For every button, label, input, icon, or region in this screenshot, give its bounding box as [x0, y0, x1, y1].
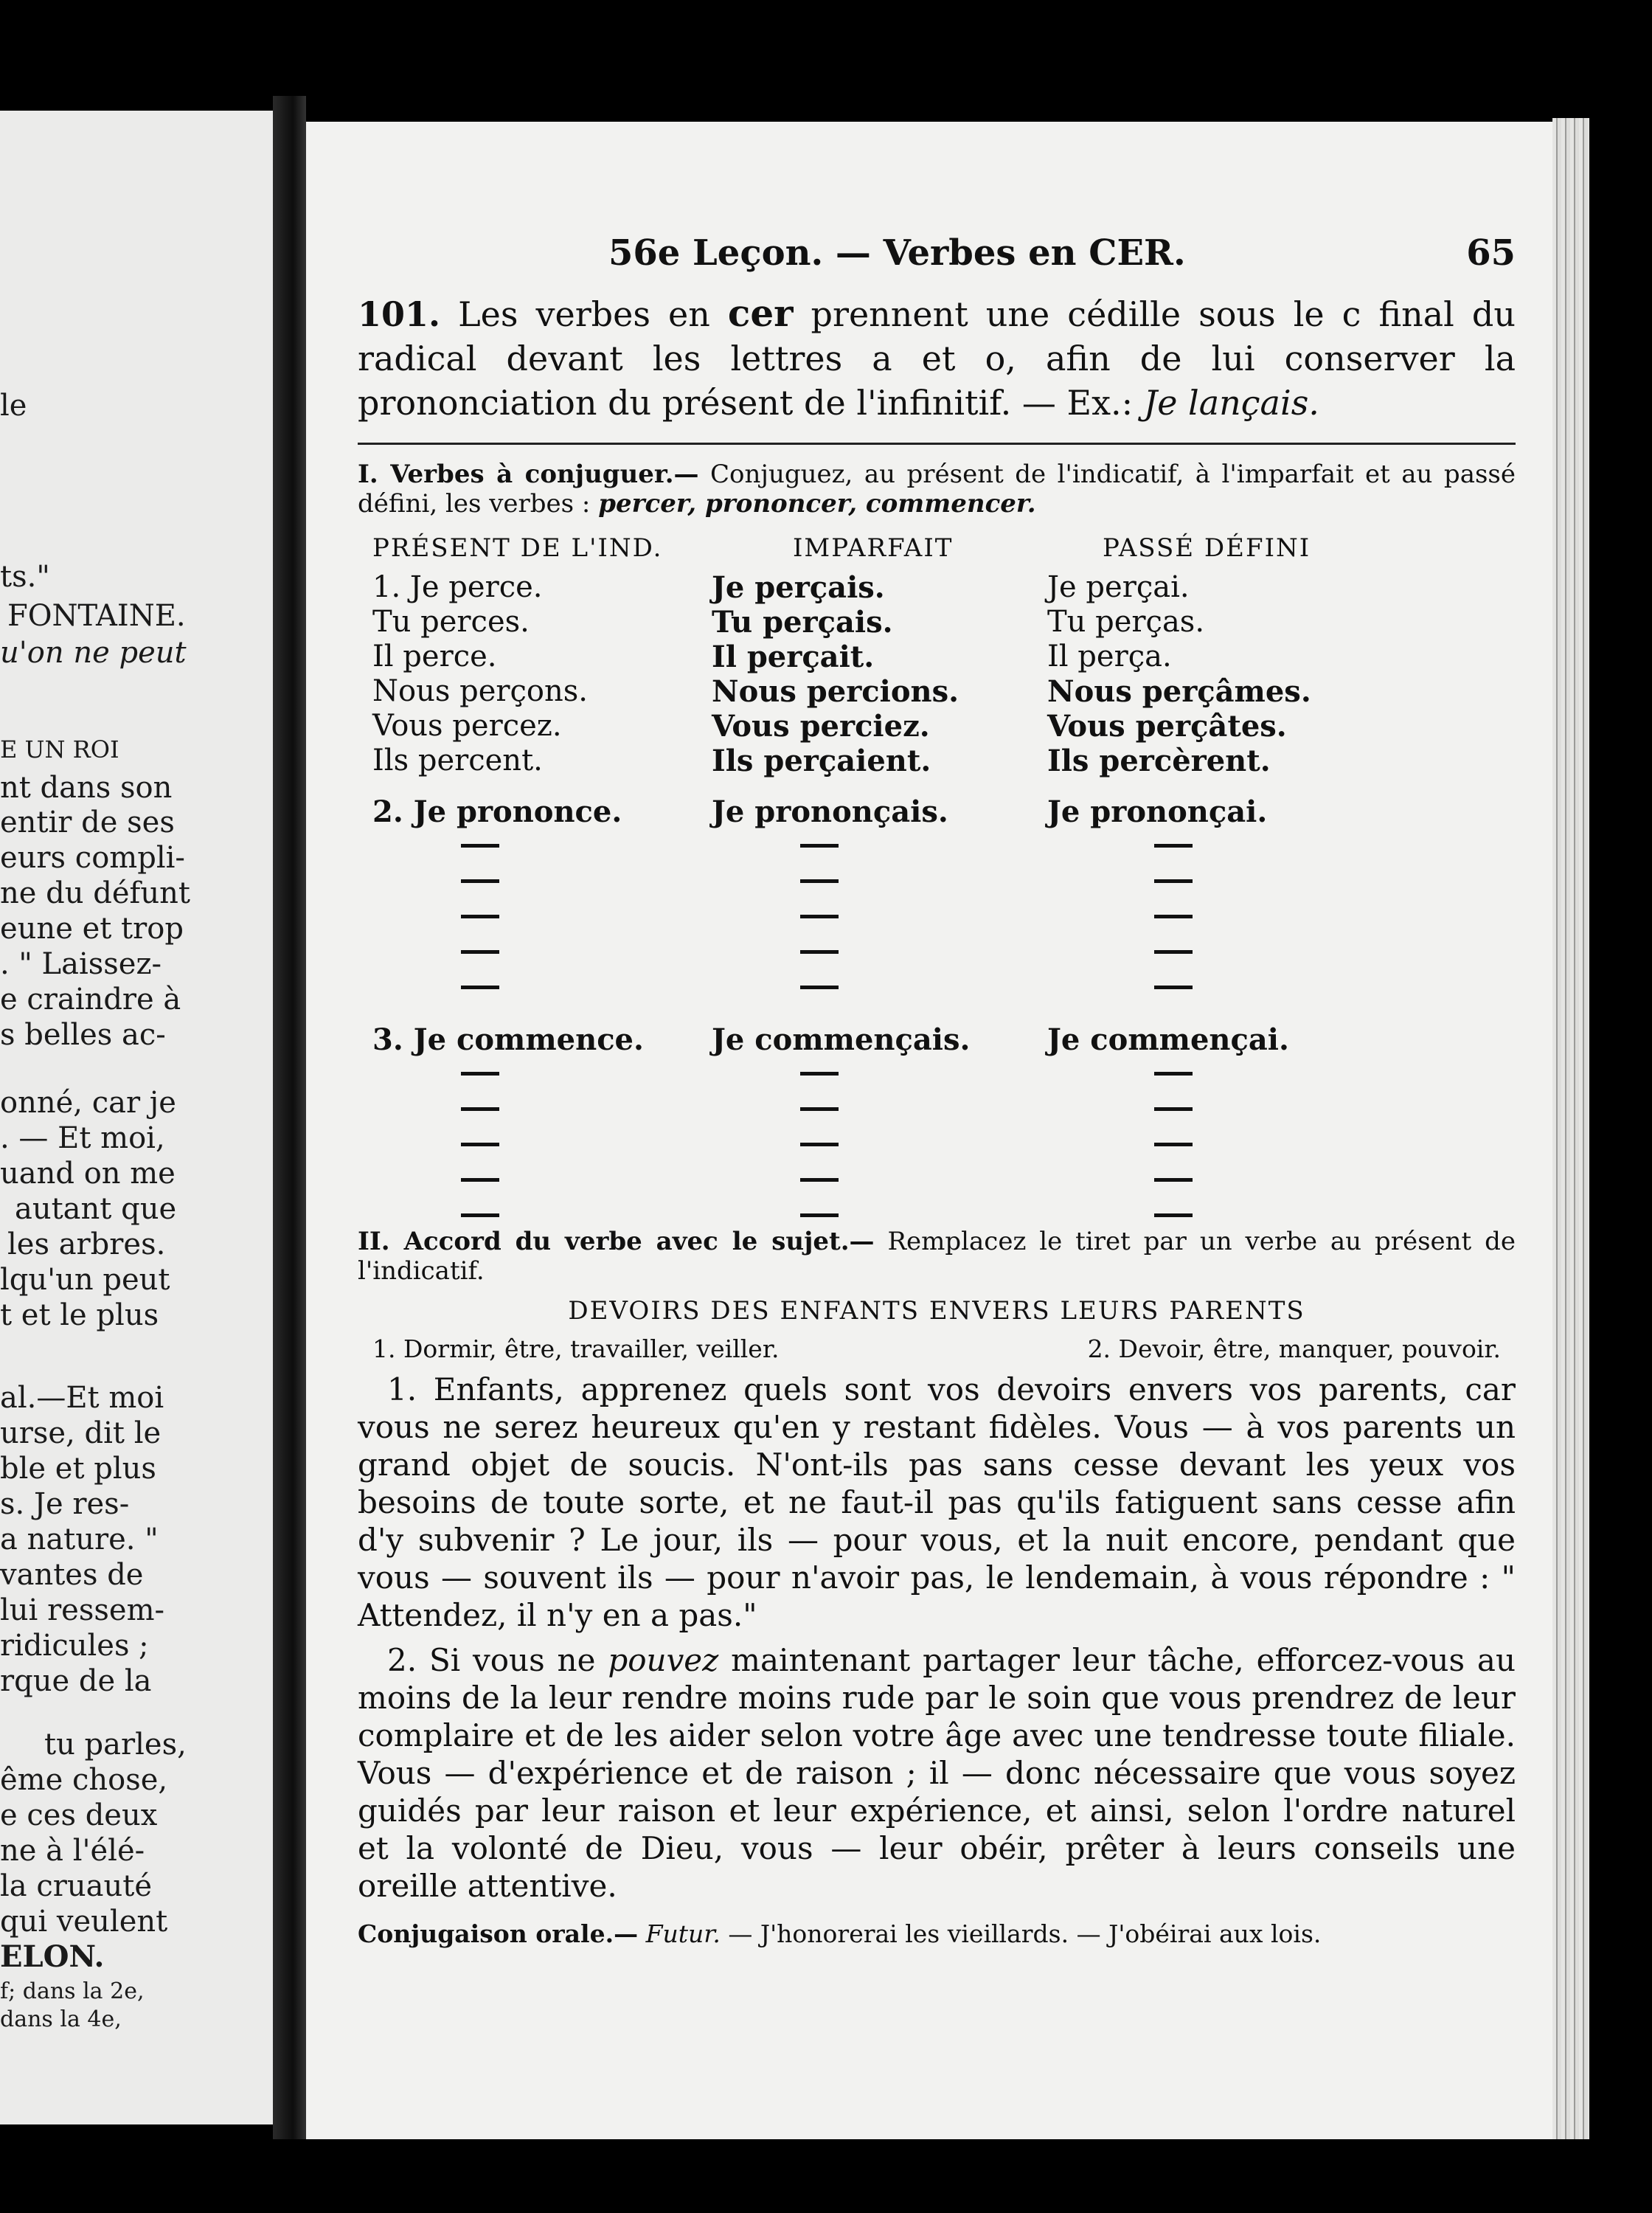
verb-form: Tu perças.	[1047, 605, 1205, 639]
blank-dash	[712, 865, 970, 900]
left-fragment: ridicules ;	[0, 1629, 149, 1663]
blank-dash	[712, 829, 970, 865]
verb-form: Vous perçâtes.	[1047, 709, 1287, 744]
running-header	[358, 232, 1516, 277]
oral-text: — J'honorerai les vieillards. — J'obéirai aux lois.	[720, 1919, 1322, 1948]
page-number: 65	[1466, 232, 1516, 274]
left-fragment: s belles ac-	[0, 1018, 166, 1052]
left-fragment: ême chose,	[0, 1763, 168, 1797]
blank-dash	[712, 971, 970, 1006]
verb-form: Je perçai.	[1047, 570, 1190, 604]
left-fragment: autant que	[15, 1192, 177, 1226]
left-fragment: lqu'un peut	[0, 1263, 170, 1297]
rule-keyword: cer	[727, 291, 794, 335]
verb-form: Je prononçai.	[1047, 794, 1268, 829]
paragraph-text: 2. Si vous ne	[387, 1642, 608, 1678]
blank-dash	[712, 1163, 970, 1199]
blank-dash	[1047, 1199, 1311, 1234]
left-fragment: f; dans la 2e,	[0, 1978, 145, 2004]
verb-form: Il perce.	[372, 640, 497, 673]
page-edges	[1552, 118, 1589, 2139]
oral-mode: Futur.	[645, 1919, 721, 1948]
left-fragment: rque de la	[0, 1664, 152, 1698]
paragraph-2	[358, 1641, 1516, 1905]
blank-dash	[1047, 1163, 1311, 1199]
blank-dash	[1047, 900, 1311, 935]
divider	[358, 443, 1516, 445]
blank-dash	[1047, 865, 1311, 900]
left-fragment: uand on me	[0, 1157, 176, 1191]
column-header: PASSÉ DÉFINI	[1103, 533, 1311, 563]
right-page	[306, 122, 1564, 2139]
left-fragment: tu parles,	[44, 1728, 187, 1762]
verb-form: Nous perçâmes.	[1047, 674, 1311, 709]
paragraph-text: maintenant partager leur tâche, efforcez-vous au moins de la leur rendre moins rude par le soin que vous prendrez de leur complaire et de les aider selon votre âge avec une tendresse toute filiale. Vous — d'expérience et de raison ; il — donc nécessaire que vous soyez guidés par leur raison et leur expérience, et ainsi, selon l'ordre naturel et la volonté de Dieu, vous — leur obéir, prêter à leurs conseils une oreille attentive.	[358, 1642, 1516, 1904]
blank-dash	[1047, 829, 1311, 865]
column-passe-defini	[1047, 533, 1311, 1234]
left-fragment: FONTAINE.	[7, 599, 186, 633]
verb-list-2: 2. Devoir, être, manquer, pouvoir.	[1087, 1334, 1501, 1363]
blank-dash	[712, 900, 970, 935]
blank-dash	[372, 900, 663, 935]
left-fragment: les arbres.	[7, 1227, 166, 1261]
left-fragment: ne à l'élé-	[0, 1834, 145, 1868]
blank-dash	[712, 1092, 970, 1128]
blank-dash	[372, 1128, 663, 1163]
left-fragment: urse, dit le	[0, 1416, 162, 1450]
blank-dash	[1047, 1128, 1311, 1163]
section-title: DEVOIRS DES ENFANTS ENVERS LEURS PARENTS	[568, 1296, 1305, 1326]
left-fragment: dans la 4e,	[0, 2006, 122, 2032]
left-fragment: ne du défunt	[0, 876, 190, 910]
verb-form: 2. Je prononce.	[372, 794, 622, 829]
paragraph-italic: pouvez	[608, 1642, 719, 1678]
page-title: 56e Leçon. — Verbes en CER.	[608, 232, 1186, 274]
left-fragment: lui ressem-	[0, 1593, 165, 1627]
left-fragment: E UN ROI	[0, 735, 119, 763]
left-fragment: al.—Et moi	[0, 1381, 164, 1415]
rule-text: prennent une cédille sous le c final du radical devant les lettres a et o, afin de lui conserver la prononciation du présent de l'infinitif. — Ex.:	[358, 294, 1516, 423]
verb-form: Il perçait.	[712, 640, 875, 674]
blank-dash	[372, 1199, 663, 1234]
blank-dash	[1047, 1092, 1311, 1128]
paragraph-1: 1. Enfants, apprenez quels sont vos devoirs envers vos parents, car vous ne serez heureux qu'en y restant fidèles. Vous — à vos parents un grand objet de soucis. N'ont-ils pas sans cesse devant les yeux vos besoins de toute sorte, et ne faut-il pas qu'ils fatiguent sans cesse afin d'y subvenir ? Le jour, ils — pour vous, et la nuit encore, pendant que vous — souvent ils — pour n'avoir pas, le lendemain, à vous répondre : " Attendez, il n'y en a pas."	[358, 1371, 1516, 1633]
column-present	[372, 533, 663, 1234]
blank-dash	[372, 935, 663, 971]
blank-dash	[372, 971, 663, 1006]
verb-form: Je perçais.	[712, 570, 885, 605]
page-content	[358, 232, 1516, 1949]
verb-form: Nous percions.	[712, 674, 959, 709]
left-fragment: eurs compli-	[0, 841, 185, 875]
exercise-verbs: percer, prononcer, commencer.	[598, 489, 1036, 519]
column-header: PRÉSENT DE L'IND.	[372, 533, 663, 563]
left-fragment: le	[0, 389, 27, 423]
column-imparfait	[712, 533, 970, 1234]
verb-form: Je prononçais.	[712, 794, 948, 829]
left-fragment: ts."	[0, 560, 50, 594]
exercise-text: Conjuguez, au présent de l'indicatif, à l'imparfait et au passé défini, les verbes :	[358, 460, 1516, 519]
left-fragment: a nature. "	[0, 1523, 159, 1556]
blank-dash	[372, 865, 663, 900]
left-fragment: e ces deux	[0, 1798, 158, 1832]
left-fragment: . — Et moi,	[0, 1121, 165, 1155]
left-fragment: eune et trop	[0, 912, 184, 946]
verb-form: Je commençai.	[1047, 1022, 1289, 1057]
verb-form: 3. Je commence.	[372, 1022, 644, 1057]
left-fragment: t et le plus	[0, 1298, 159, 1332]
rule-text: Les verbes en	[440, 294, 728, 334]
verb-list-1: 1. Dormir, être, travailler, veiller.	[372, 1334, 780, 1363]
blank-dash	[1047, 1057, 1311, 1092]
blank-dash	[1047, 971, 1311, 1006]
rule-example: Je lançais.	[1143, 383, 1319, 423]
left-fragment: s. Je res-	[0, 1487, 130, 1521]
book-gutter	[273, 96, 306, 2139]
blank-dash	[372, 1163, 663, 1199]
left-fragment: vantes de	[0, 1558, 144, 1592]
blank-dash	[712, 1057, 970, 1092]
exercise-2-instructions	[358, 1227, 1516, 1286]
verb-form: Vous perciez.	[712, 709, 930, 744]
blank-dash	[712, 1128, 970, 1163]
verb-form: Ils percent.	[372, 744, 543, 778]
blank-dash	[1047, 935, 1311, 971]
verb-lists	[358, 1334, 1516, 1363]
left-fragment: la cruauté	[0, 1869, 152, 1903]
left-fragment: nt dans son	[0, 771, 173, 805]
left-fragment: . " Laissez-	[0, 947, 162, 981]
left-page	[0, 111, 273, 2124]
left-fragment: ELON.	[0, 1939, 105, 1974]
oral-label: Conjugaison orale.—	[358, 1919, 639, 1948]
verb-form: Ils percèrent.	[1047, 744, 1271, 778]
verb-form: 1. Je perce.	[372, 570, 543, 604]
exercise-text: Remplacez le tiret par un verbe au présent de l'indicatif.	[358, 1227, 1516, 1286]
blank-dash	[372, 1057, 663, 1092]
verb-form: Nous perçons.	[372, 674, 588, 708]
blank-dash	[712, 935, 970, 971]
rule-number: 101.	[358, 294, 441, 334]
column-header: IMPARFAIT	[793, 533, 954, 563]
conjugation-table	[358, 533, 1516, 1227]
exercise-1-instructions	[358, 460, 1516, 519]
left-fragment: onné, car je	[0, 1086, 176, 1120]
grammar-rule	[358, 291, 1516, 425]
verb-form: Je commençais.	[712, 1022, 971, 1057]
verb-form: Vous percez.	[372, 709, 562, 743]
exercise-label: II. Accord du verbe avec le sujet.—	[358, 1227, 875, 1256]
left-fragment: ble et plus	[0, 1452, 156, 1486]
oral-conjugation	[358, 1919, 1516, 1949]
blank-dash	[712, 1199, 970, 1234]
left-fragment: e craindre à	[0, 983, 181, 1017]
exercise-label: I. Verbes à conjuguer.—	[358, 460, 699, 489]
left-fragment: entir de ses	[0, 806, 175, 839]
left-fragment: u'on ne peut	[0, 636, 187, 670]
verb-form: Ils perçaient.	[712, 744, 931, 778]
blank-dash	[372, 829, 663, 865]
verb-form: Il perça.	[1047, 640, 1172, 673]
verb-form: Tu perçais.	[712, 605, 893, 640]
blank-dash	[372, 1092, 663, 1128]
left-fragment: qui veulent	[0, 1905, 168, 1939]
verb-form: Tu perces.	[372, 605, 530, 639]
